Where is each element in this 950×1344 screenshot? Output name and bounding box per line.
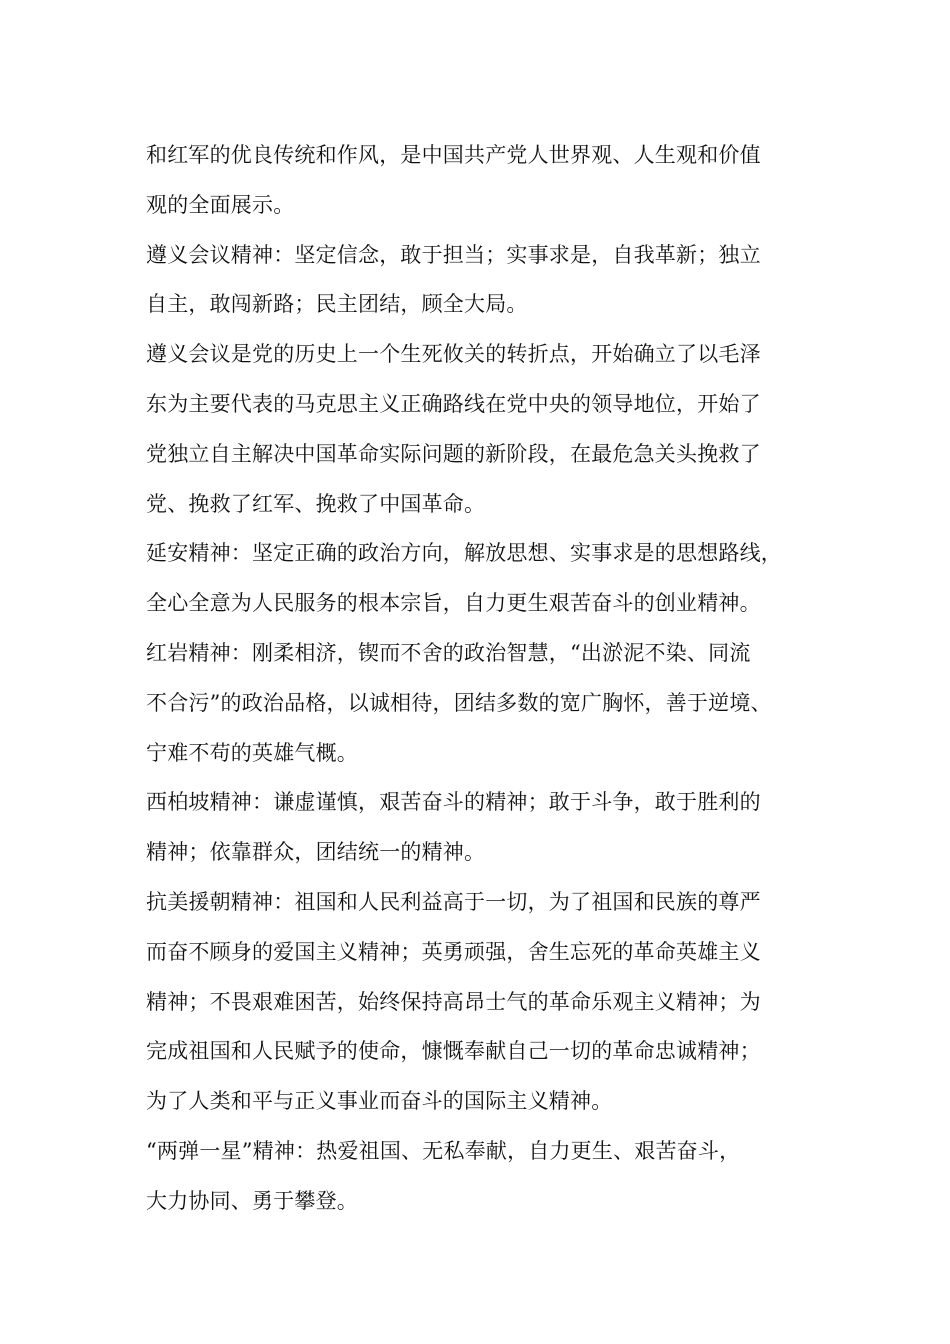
- text-line: 抗美援朝精神：祖国和人民利益高于一切，为了祖国和民族的尊严: [146, 889, 761, 914]
- text-line: 全心全意为人民服务的根本宗旨，自力更生艰苦奋斗的创业精神。: [146, 591, 761, 616]
- text-line: 而奋不顾身的爱国主义精神；英勇顽强，舍生忘死的革命英雄主义: [146, 939, 761, 964]
- text-line: 遵义会议是党的历史上一个生死攸关的转折点，开始确立了以毛泽: [146, 342, 761, 367]
- document-body: [146, 131, 836, 1227]
- text-line: 精神；不畏艰难困苦，始终保持高昂士气的革命乐观主义精神；为: [146, 989, 761, 1014]
- text-line: 精神；依靠群众，团结统一的精神。: [146, 840, 486, 865]
- text-line: 完成祖国和人民赋予的使命，慷慨奉献自己一切的革命忠诚精神；: [146, 1039, 761, 1064]
- text-line: 宁难不苟的英雄气概。: [146, 740, 358, 765]
- text-line: 为了人类和平与正义事业而奋斗的国际主义精神。: [146, 1089, 613, 1114]
- text-line: 党独立自主解决中国革命实际问题的新阶段，在最危急关头挽救了: [146, 441, 761, 466]
- text-line: 延安精神：坚定正确的政治方向，解放思想、实事求是的思想路线，: [146, 541, 782, 566]
- text-line: 东为主要代表的马克思主义正确路线在党中央的领导地位，开始了: [146, 391, 761, 416]
- text-line: 遵义会议精神：坚定信念，敢于担当；实事求是，自我革新；独立: [146, 242, 761, 267]
- text-line: 西柏坡精神：谦虚谨慎，艰苦奋斗的精神；敢于斗争，敢于胜利的: [146, 790, 761, 815]
- text-line: “两弹一星”精神：热爱祖国、无私奉献，自力更生、艰苦奋斗，: [146, 1138, 741, 1163]
- text-line: 和红军的优良传统和作风，是中国共产党人世界观、人生观和价值: [146, 143, 761, 167]
- text-line: 自主，敢闯新路；民主团结，顾全大局。: [146, 292, 528, 317]
- text-line: 红岩精神：刚柔相济，锲而不舍的政治智慧，“出淤泥不染、同流: [146, 640, 751, 665]
- text-line: 大力协同、勇于攀登。: [146, 1188, 358, 1213]
- text-line: 观的全面展示。: [146, 192, 295, 217]
- text-line: 党、挽救了红军、挽救了中国革命。: [146, 491, 486, 516]
- text-line: 不合污”的政治品格，以诚相待，团结多数的宽广胸怀，善于逆境、: [146, 690, 772, 715]
